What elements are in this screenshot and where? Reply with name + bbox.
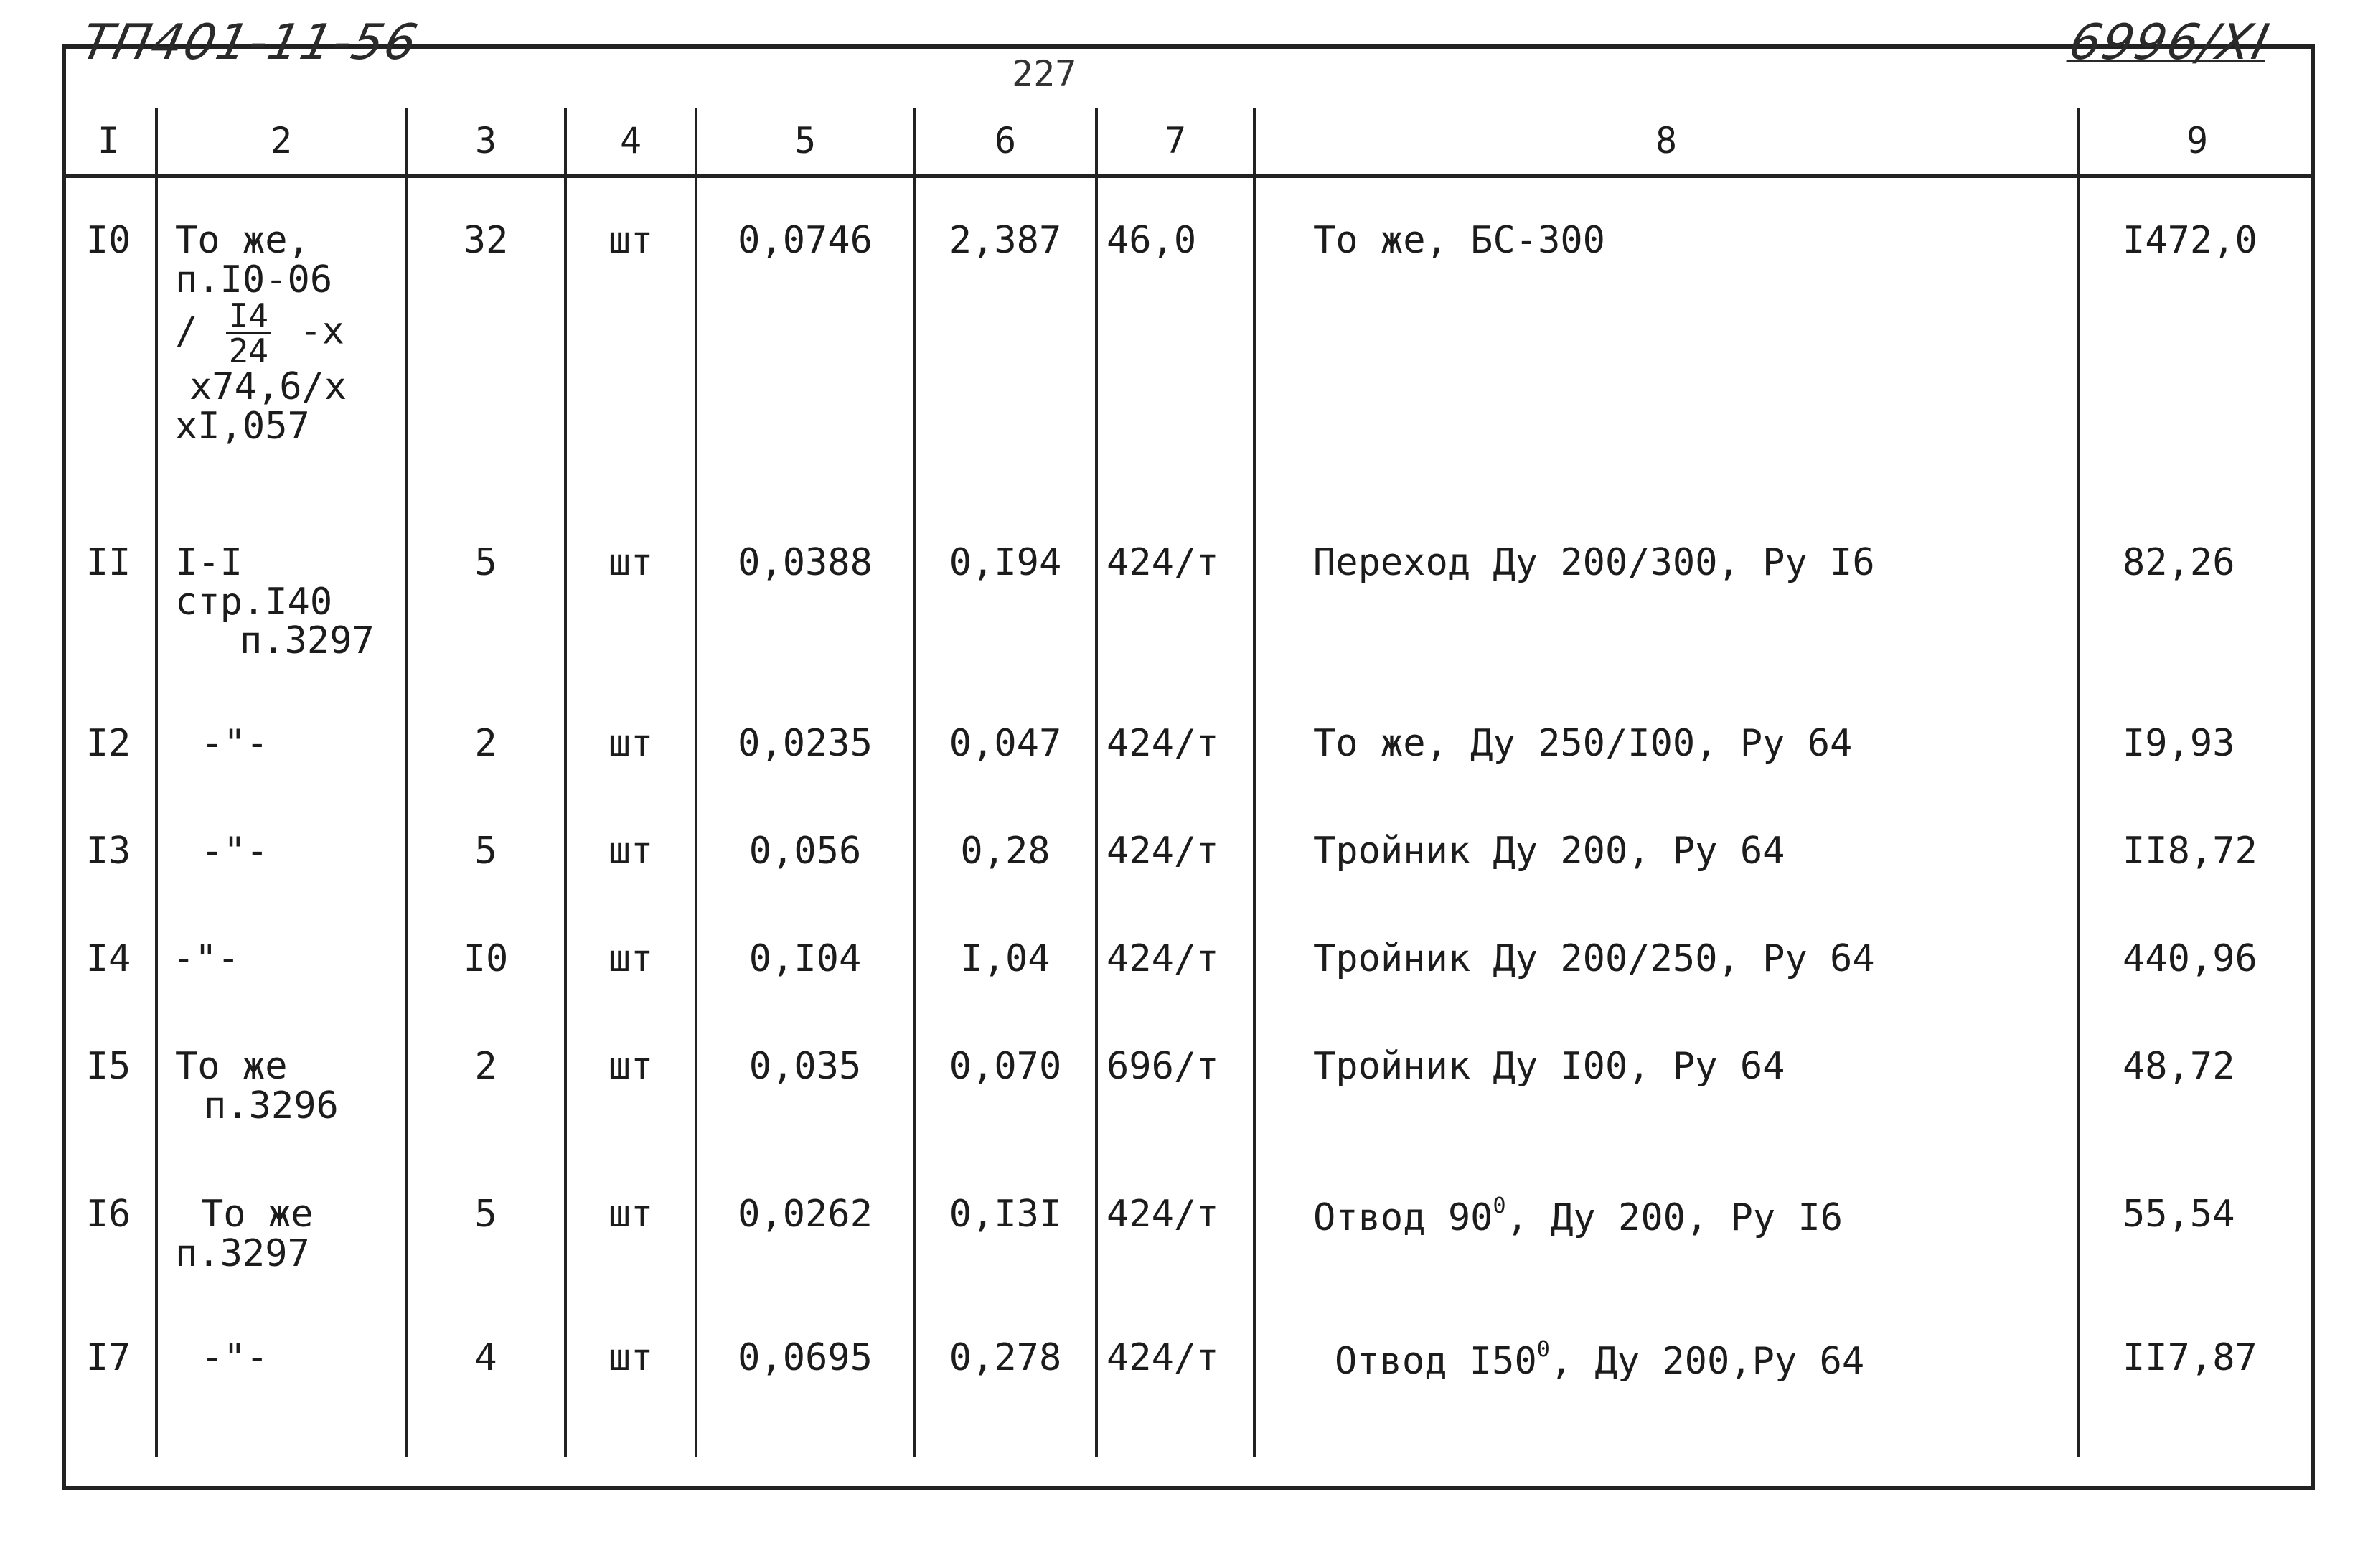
row-number: II [85,541,131,584]
row-number: I0 [85,219,131,262]
quantity: I0 [406,896,565,1004]
source-line: -"- [201,722,268,765]
unit-price: 46,0 [1096,176,1254,500]
item-name: Тройник Ду 200, Ру 64 [1254,789,2078,896]
unit-price: 424/т [1096,500,1254,681]
row-number: I2 [85,722,131,765]
row-number: I7 [85,1336,131,1379]
unit-weight: 0,0235 [696,681,914,789]
total-weight: 0,I94 [914,500,1096,681]
row-number: I4 [85,937,131,980]
row-number: I6 [85,1193,131,1236]
quantity: 5 [406,1152,565,1295]
column-header: 8 [1254,108,2078,176]
quantity: 2 [406,681,565,789]
source-line: п.3296 [204,1084,339,1127]
total-weight: 0,28 [914,789,1096,896]
source-line: -"- [172,937,240,980]
source-line: I-I [175,541,243,584]
column-header: 6 [914,108,1096,176]
unit: шт [565,896,696,1004]
source-reference [156,500,406,681]
page-number: 227 [1012,53,1077,95]
item-name-rest: , Ду 200, Ру I6 [1505,1196,1843,1239]
source-line: То же [201,1193,314,1236]
source-line: То же [175,1045,288,1088]
total-cost: 48,72 [2078,1004,2315,1152]
total-cost: I472,0 [2078,176,2315,500]
row-number: I3 [85,830,131,873]
total-cost: 440,96 [2078,896,2315,1004]
column-header: 5 [696,108,914,176]
table-row [62,176,2315,500]
total-weight: 0,047 [914,681,1096,789]
item-name-rest: , Ду 200,Ру 64 [1549,1340,1865,1383]
source-line: То же, [175,219,310,262]
unit: шт [565,1152,696,1295]
total-weight: 0,070 [914,1004,1096,1152]
source-reference [156,789,406,896]
column-header: 9 [2078,108,2315,176]
table-row [62,896,2315,1004]
unit: шт [565,789,696,896]
unit-weight: 0,0262 [696,1152,914,1295]
table-row [62,500,2315,681]
source-line: п.3297 [175,1231,310,1275]
total-weight: I,04 [914,896,1096,1004]
item-name [1254,1152,2078,1295]
column-header: 2 [156,108,406,176]
total-weight: 2,387 [914,176,1096,500]
source-line: стр.I40 [175,580,333,624]
document-code: ТП401-11-56 [76,14,423,71]
source-line: -"- [201,1336,268,1379]
unit: шт [565,500,696,681]
total-cost: 82,26 [2078,500,2315,681]
column-header: I [62,108,156,176]
total-weight: 0,278 [914,1295,1096,1457]
table-row [62,789,2315,896]
unit-price: 424/т [1096,896,1254,1004]
quantity: 4 [406,1295,565,1457]
source-reference [156,681,406,789]
item-name [1254,1295,2078,1457]
fraction-numerator: I4 [226,299,271,334]
quantity: 5 [406,500,565,681]
unit-weight: 0,I04 [696,896,914,1004]
item-name-main: Отвод 90 [1313,1196,1493,1239]
unit-price: 696/т [1096,1004,1254,1152]
item-name: То же, БС-300 [1254,176,2078,500]
unit-weight: 0,0695 [696,1295,914,1457]
column-header: 7 [1096,108,1254,176]
table-row [62,1152,2315,1295]
item-name: То же, Ду 250/I00, Ру 64 [1254,681,2078,789]
total-cost: II8,72 [2078,789,2315,896]
fraction [226,296,271,371]
unit-weight: 0,056 [696,789,914,896]
source-line: х74,6/х [189,365,347,409]
source-line: п.3297 [240,619,375,663]
unit-weight: 0,0746 [696,176,914,500]
unit: шт [565,1004,696,1152]
unit-price: 424/т [1096,1152,1254,1295]
degree-mark: 0 [1493,1193,1506,1219]
quantity: 2 [406,1004,565,1152]
quantity: 32 [406,176,565,500]
unit-price: 424/т [1096,681,1254,789]
total-cost: I9,93 [2078,681,2315,789]
source-line: п.I0-06 [175,258,333,301]
source-reference [156,1152,406,1295]
unit-price: 424/т [1096,1295,1254,1457]
source-reference [156,1295,406,1457]
source-reference [156,1004,406,1152]
unit-weight: 0,035 [696,1004,914,1152]
table-row [62,1295,2315,1457]
fraction-prefix: / [175,309,198,353]
sheet-number: 6996/XI [2064,14,2275,71]
fraction-suffix: -х [299,309,344,353]
item-name: Тройник Ду I00, Ру 64 [1254,1004,2078,1152]
column-header: 3 [406,108,565,176]
specification-table [62,108,2315,1457]
degree-mark: 0 [1536,1337,1550,1362]
column-header-row [62,108,2315,176]
row-number: I5 [85,1045,131,1088]
source-line: хI,057 [175,404,310,448]
item-name: Тройник Ду 200/250, Ру 64 [1254,896,2078,1004]
source-line: -"- [201,830,268,873]
table-row [62,1004,2315,1152]
unit-weight: 0,0388 [696,500,914,681]
unit-price: 424/т [1096,789,1254,896]
total-cost: II7,87 [2078,1295,2315,1457]
unit: шт [565,1295,696,1457]
quantity: 5 [406,789,565,896]
source-reference [156,176,406,500]
total-weight: 0,I3I [914,1152,1096,1295]
table-row [62,681,2315,789]
source-reference [156,896,406,1004]
fraction-denominator: 24 [228,332,269,371]
unit: шт [565,681,696,789]
unit: шт [565,176,696,500]
column-header: 4 [565,108,696,176]
source-fraction-line [175,296,404,371]
total-cost: 55,54 [2078,1152,2315,1295]
item-name: Переход Ду 200/300, Ру I6 [1254,500,2078,681]
item-name-main: Отвод I50 [1335,1340,1537,1383]
